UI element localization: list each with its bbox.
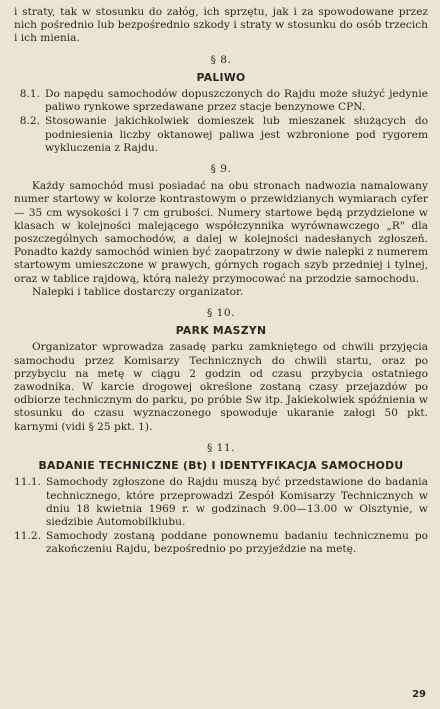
section-11-title: § 11. bbox=[206, 441, 235, 454]
list-item bbox=[14, 530, 428, 556]
item-number: 8.1. bbox=[19, 88, 40, 101]
section-9-paragraph-2: Nalepki i tablice dostarczy organizator. bbox=[32, 285, 244, 298]
item-number: 11.1. bbox=[14, 476, 41, 489]
item-number: 11.2. bbox=[14, 530, 41, 543]
section-8-heading: PALIWO bbox=[196, 70, 246, 84]
section-8-title: § 8. bbox=[210, 53, 232, 66]
section-9-paragraph: Każdy samochód musi posiadać na obu stronach nadwozia namalowany numer startowy w kolorze kontrastowym o przewidzianych wymiarach cyfer — 35 cm wysokości i 7 cm grubości. Numery startowe będą przydzielone w klasach w kolejności malejącego współczynnika wyrównawczego „R" dla poszczególnych samochodów, a dalej w kolejności nadesłanych zgłoszeń. Ponadto każdy samochód winien być zaopatrzony w dwie nalepki z numerem startowym umieszczone w prawych, górnych rogach szyb przedniej i tylnej, oraz w tablice rajdową, którą należy przymocować na przodzie samochodu. bbox=[14, 180, 428, 285]
item-text: Stosowanie jakichkolwiek domieszek lub mieszanek służących do podniesienia liczby oktanowej paliwa jest wzbronione pod rygorem wykluczenia z Rajdu. bbox=[45, 115, 428, 154]
intro-paragraph: i straty, tak w stosunku do załóg, ich sprzętu, jak i za spowodowane przez nich pośrednio lub bezpośrednio szkody i straty w stosunku do osób trzecich i ich mienia. bbox=[14, 6, 428, 45]
item-text: Do napędu samochodów dopuszczonych do Rajdu może służyć jedynie paliwo rynkowe sprzedawane przez stacje benzynowe CPN. bbox=[45, 88, 428, 114]
section-9-title: § 9. bbox=[210, 163, 232, 176]
list-item bbox=[14, 476, 428, 529]
list-item bbox=[14, 88, 428, 114]
section-10-paragraph: Organizator wprowadza zasadę parku zamkniętego od chwili przyjęcia samochodu przez Komisarzy Technicznych do chwili startu, oraz po przybyciu na metę w ciągu 2 godzin od czasu przybycia ostatniego zawodnika. W karcie drogowej określone zostaną czasy przejazdów po odbiorze technicznym do parku, po próbie Sw itp. Jakiekolwiek spóźnienia w stosunku do czasu wyznaczonego spowoduje ukaranie załogi 50 pkt. karnymi (vidi § 25 pkt. 1). bbox=[14, 341, 428, 433]
list-item bbox=[14, 115, 428, 155]
section-11-heading: BADANIE TECHNICZNE (Bt) I IDENTYFIKACJA SAMOCHODU bbox=[38, 459, 404, 473]
page-number: 29 bbox=[412, 688, 426, 700]
item-number: 8.2. bbox=[19, 115, 40, 128]
section-10-title: § 10. bbox=[206, 307, 235, 320]
section-10-heading: PARK MASZYN bbox=[175, 324, 267, 338]
item-text: Samochody zostaną poddane ponownemu badaniu technicznemu po zakończeniu Rajdu, bezpośrednio po przyjeździe na metę. bbox=[45, 530, 428, 556]
item-text: Samochody zgłoszone do Rajdu muszą być przedstawione do badania technicznego, które przeprowadzi Zespół Komisarzy Technicznych w dniu 18 kwietnia 1969 r. w godzinach 9.00—13.00 w Olsztynie, w siedzibie Automobilklubu. bbox=[45, 476, 428, 528]
